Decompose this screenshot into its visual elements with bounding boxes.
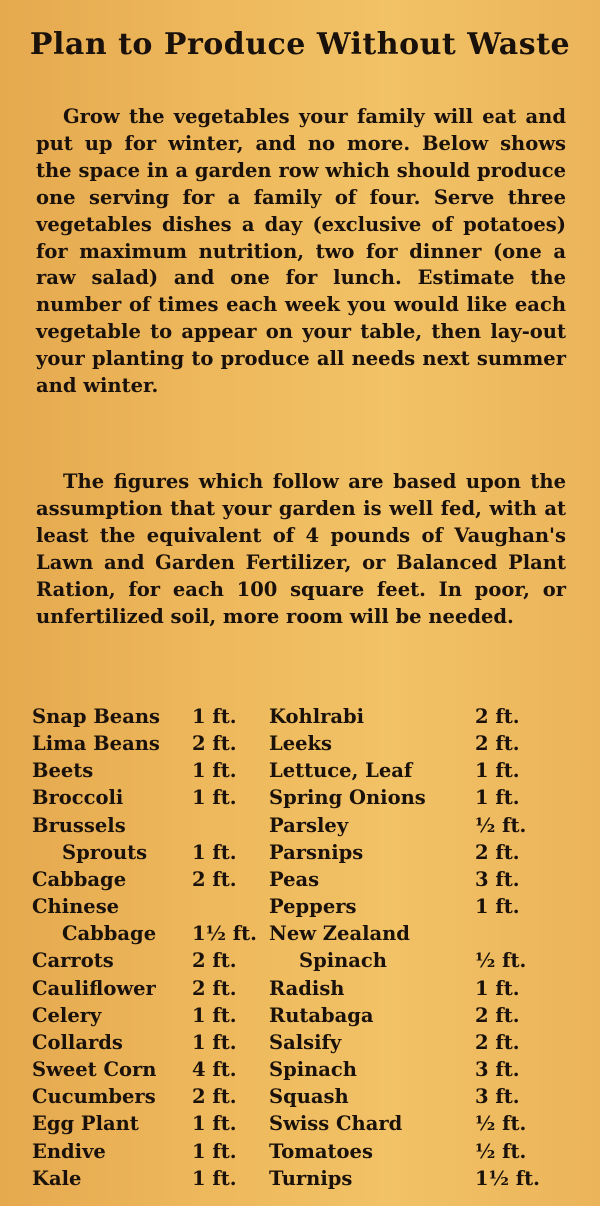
right-row-space: ½ ft. bbox=[475, 1139, 527, 1163]
table-row bbox=[32, 1029, 572, 1056]
table-row bbox=[32, 947, 572, 974]
right-row-space: 2 ft. bbox=[475, 1003, 520, 1027]
page-title: Plan to Produce Without Waste bbox=[29, 27, 571, 62]
left-vegetable-name: Kale bbox=[32, 1166, 82, 1190]
right-vegetable-name: Spinach bbox=[299, 949, 387, 973]
right-row-space: 3 ft. bbox=[475, 1085, 520, 1109]
left-row-space: 1 ft. bbox=[192, 1139, 237, 1163]
right-vegetable-name: Rutabaga bbox=[269, 1003, 374, 1027]
right-vegetable-name: Parsnips bbox=[269, 840, 364, 864]
left-row-space: 1 ft. bbox=[192, 840, 237, 864]
right-row-space: 1 ft. bbox=[475, 976, 520, 1000]
right-vegetable-name: Lettuce, Leaf bbox=[269, 759, 413, 783]
assumption-paragraph: The figures which follow are based upon the assumption that your garden is well fed, with at least the equivalent of 4 pounds of Vaughan's Lawn and Garden Fertilizer, or Balanced Plant Ration, for each 100 square feet. In poor, or unfertilized soil, more room will be needed. bbox=[36, 470, 566, 628]
table-row bbox=[32, 893, 572, 920]
table-row bbox=[32, 703, 572, 730]
table-row bbox=[32, 975, 572, 1002]
left-row-space: 4 ft. bbox=[192, 1058, 237, 1082]
left-vegetable-name: Carrots bbox=[32, 949, 114, 973]
left-row-space: 2 ft. bbox=[192, 949, 237, 973]
table-row bbox=[32, 1138, 572, 1165]
right-vegetable-name: Kohlrabi bbox=[269, 705, 365, 728]
table-row bbox=[32, 839, 572, 866]
right-row-space: 3 ft. bbox=[475, 1058, 520, 1082]
right-row-space: 1 ft. bbox=[475, 759, 520, 783]
table-row bbox=[32, 866, 572, 893]
left-vegetable-name: Snap Beans bbox=[32, 705, 160, 728]
right-vegetable-name: Radish bbox=[269, 976, 345, 1000]
left-row-space: 1 ft. bbox=[192, 1030, 237, 1054]
left-vegetable-name: Cauliflower bbox=[32, 976, 156, 1000]
table-row bbox=[32, 730, 572, 757]
right-vegetable-name: New Zealand bbox=[269, 922, 410, 946]
right-row-space: 1½ ft. bbox=[475, 1166, 540, 1190]
left-vegetable-name: Cabbage bbox=[32, 867, 127, 891]
left-vegetable-name: Sweet Corn bbox=[32, 1058, 157, 1082]
right-vegetable-name: Squash bbox=[269, 1085, 349, 1109]
right-vegetable-name: Peppers bbox=[269, 895, 357, 919]
left-row-space: 1 ft. bbox=[192, 1166, 237, 1190]
table-row bbox=[32, 920, 572, 947]
right-row-space: 2 ft. bbox=[475, 705, 520, 728]
right-vegetable-name: Salsify bbox=[269, 1030, 342, 1054]
table-row bbox=[32, 784, 572, 811]
table-row bbox=[32, 1056, 572, 1083]
left-vegetable-name: Egg Plant bbox=[32, 1112, 139, 1136]
left-vegetable-name: Collards bbox=[32, 1030, 123, 1054]
intro-paragraph: Grow the vegetables your family will eat and put up for winter, and no more. Below shows the space in a garden row which should produce one serving for a family of four. Serve three vegetables dishes a day (exclusive of potatoes) for maximum nutrition, two for dinner (one a raw salad) and one for lunch. Estimate the number of times each week you would like each vegetable to appear on your table, then lay-out your planting to produce all needs next summer and winter. bbox=[36, 105, 566, 398]
right-vegetable-name: Turnips bbox=[269, 1166, 353, 1190]
table-row bbox=[32, 1002, 572, 1029]
right-row-space: ½ ft. bbox=[475, 1112, 527, 1136]
right-vegetable-name: Peas bbox=[269, 867, 320, 891]
right-row-space: ½ ft. bbox=[475, 949, 527, 973]
table-row bbox=[32, 757, 572, 784]
table-row bbox=[32, 1110, 572, 1137]
left-row-space: 1 ft. bbox=[192, 1003, 237, 1027]
left-row-space: 1½ ft. bbox=[192, 922, 257, 946]
left-row-space: 1 ft. bbox=[192, 759, 237, 783]
right-row-space: 3 ft. bbox=[475, 867, 520, 891]
left-row-space: 1 ft. bbox=[192, 786, 237, 810]
right-vegetable-name: Leeks bbox=[269, 732, 333, 756]
right-row-space: 1 ft. bbox=[475, 786, 520, 810]
left-row-space: 2 ft. bbox=[192, 732, 237, 756]
table-row bbox=[32, 1083, 572, 1110]
left-vegetable-name: Broccoli bbox=[32, 786, 124, 810]
left-row-space: 2 ft. bbox=[192, 1085, 237, 1109]
left-vegetable-name: Celery bbox=[32, 1003, 102, 1027]
left-row-space: 2 ft. bbox=[192, 976, 237, 1000]
table-row bbox=[32, 812, 572, 839]
left-row-space: 1 ft. bbox=[192, 1112, 237, 1136]
right-row-space: 2 ft. bbox=[475, 732, 520, 756]
left-vegetable-name: Cucumbers bbox=[32, 1085, 156, 1109]
left-vegetable-name: Beets bbox=[32, 759, 94, 783]
left-row-space: 2 ft. bbox=[192, 867, 237, 891]
right-row-space: 2 ft. bbox=[475, 840, 520, 864]
right-vegetable-name: Swiss Chard bbox=[269, 1112, 403, 1136]
left-vegetable-name: Sprouts bbox=[62, 840, 148, 864]
left-vegetable-name: Endive bbox=[32, 1139, 106, 1163]
right-row-space: 1 ft. bbox=[475, 895, 520, 919]
right-vegetable-name: Parsley bbox=[269, 813, 349, 837]
left-row-space: 1 ft. bbox=[192, 705, 237, 728]
left-vegetable-name: Chinese bbox=[32, 895, 120, 919]
left-vegetable-name: Lima Beans bbox=[32, 732, 160, 756]
vegetable-space-table bbox=[32, 703, 572, 1192]
right-vegetable-name: Spinach bbox=[269, 1058, 357, 1082]
left-vegetable-name: Brussels bbox=[32, 813, 126, 837]
right-vegetable-name: Spring Onions bbox=[269, 786, 426, 810]
right-row-space: ½ ft. bbox=[475, 813, 527, 837]
left-vegetable-name: Cabbage bbox=[62, 922, 157, 946]
right-row-space: 2 ft. bbox=[475, 1030, 520, 1054]
right-vegetable-name: Tomatoes bbox=[269, 1139, 373, 1163]
table-row bbox=[32, 1165, 572, 1192]
